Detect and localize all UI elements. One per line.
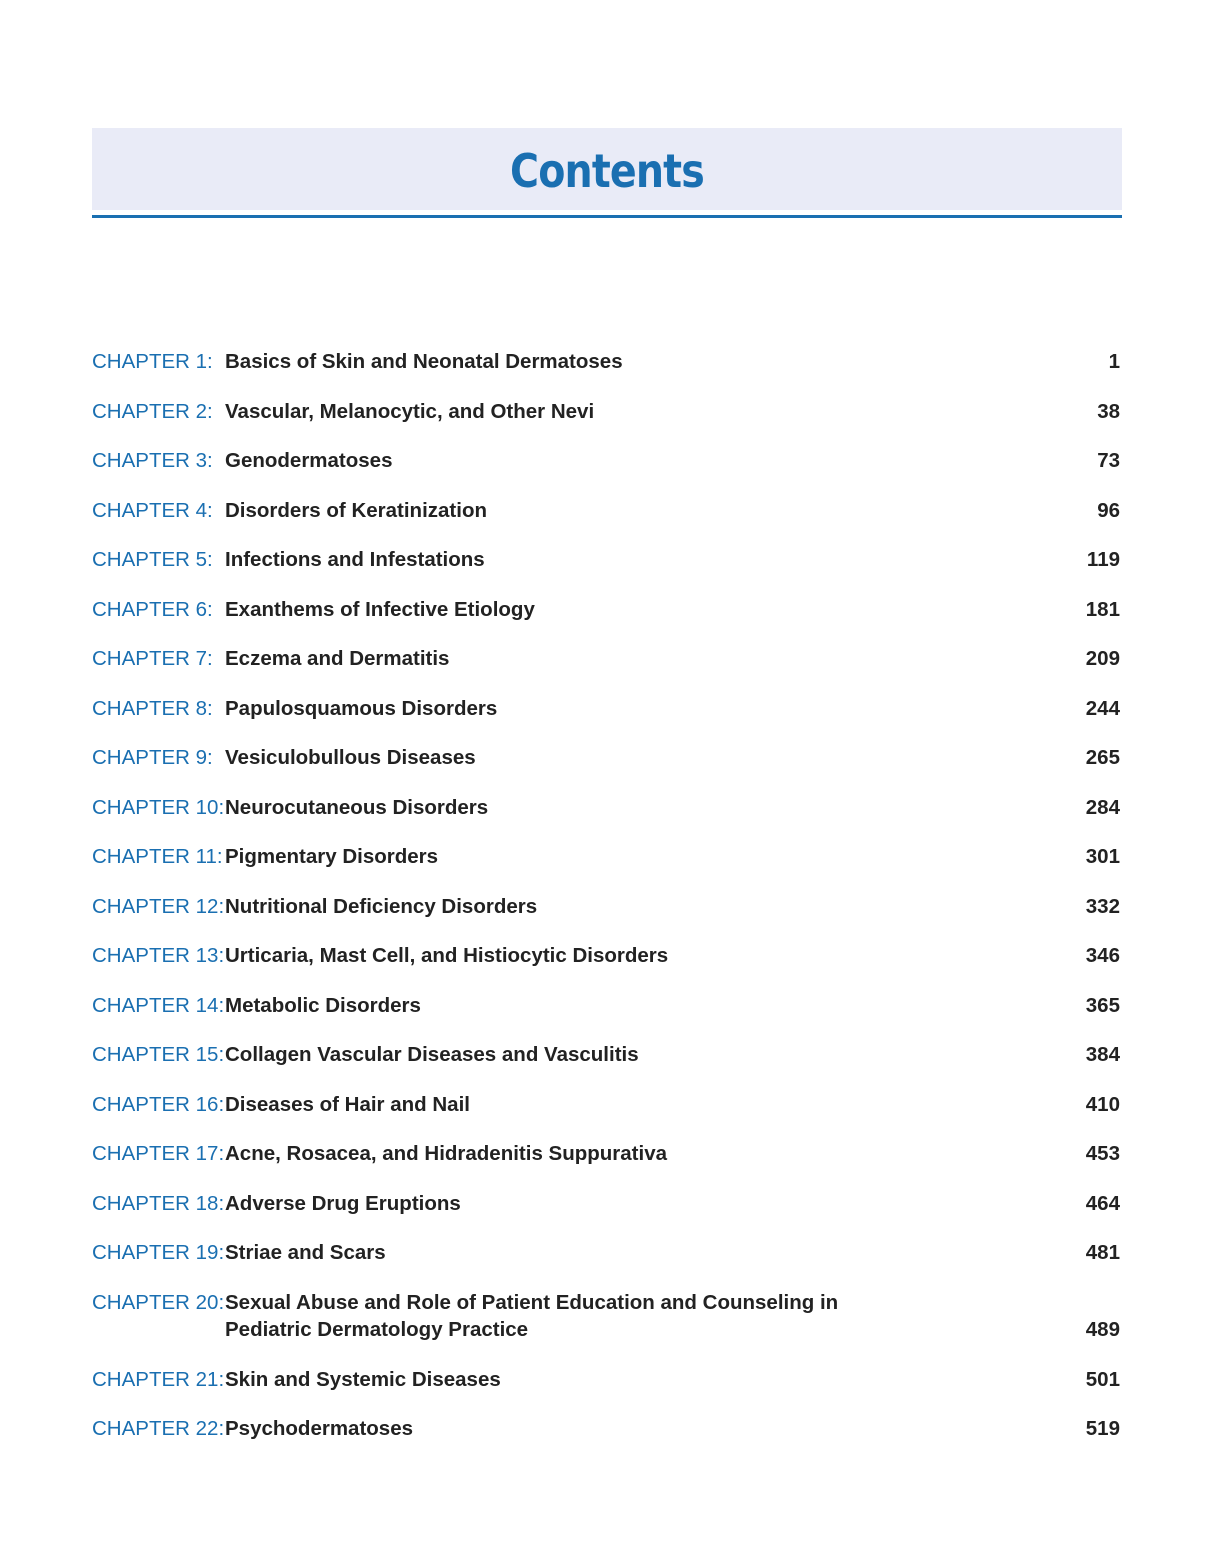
chapter-label: CHAPTER 8: (92, 696, 213, 720)
chapter-label: CHAPTER 16: (92, 1092, 225, 1116)
page-title: Contents (510, 144, 704, 198)
toc-entry[interactable] (92, 843, 1120, 893)
chapter-title[interactable]: Psychodermatoses (225, 1417, 414, 1440)
chapter-label: CHAPTER 4: (92, 498, 213, 522)
toc-entry[interactable] (92, 893, 1120, 943)
chapter-page-number: 464 (1085, 1191, 1120, 1215)
toc-entry[interactable] (92, 794, 1120, 844)
chapter-page-number: 1 (1108, 350, 1120, 373)
chapter-page-number: 489 (1085, 1317, 1120, 1341)
toc-entry[interactable] (92, 1041, 1120, 1091)
chapter-label: CHAPTER 3: (92, 449, 213, 472)
chapter-page-number: 501 (1085, 1367, 1120, 1391)
chapter-label: CHAPTER 6: (92, 597, 213, 621)
chapter-page-number: 181 (1085, 597, 1120, 621)
chapter-page-number: 346 (1085, 944, 1120, 967)
chapter-title[interactable]: Infections and Infestations (225, 548, 485, 571)
chapter-page-number: 119 (1086, 548, 1120, 571)
chapter-title[interactable]: Skin and Systemic Diseases (225, 1367, 501, 1391)
chapter-page-number: 301 (1085, 845, 1120, 868)
chapter-page-number: 365 (1085, 993, 1120, 1017)
chapter-page-number: 244 (1085, 696, 1120, 720)
chapter-page-number: 38 (1097, 399, 1120, 423)
chapter-page-number: 332 (1085, 894, 1120, 918)
chapter-label: CHAPTER 18: (92, 1191, 225, 1215)
chapter-title[interactable]: Sexual Abuse and Role of Patient Education and Counseling in Pediatric Dermatology Practice (225, 1290, 839, 1341)
toc-entry[interactable] (92, 695, 1120, 745)
chapter-label: CHAPTER 20: (92, 1290, 225, 1314)
chapter-page-number: 265 (1085, 746, 1120, 769)
chapter-title[interactable]: Adverse Drug Eruptions (225, 1191, 461, 1215)
chapter-label: CHAPTER 15: (92, 1043, 225, 1066)
chapter-page-number: 519 (1085, 1417, 1120, 1440)
toc-entry[interactable] (92, 497, 1120, 547)
chapter-page-number: 73 (1097, 449, 1120, 472)
chapter-page-number: 284 (1085, 795, 1120, 819)
chapter-label: CHAPTER 14: (92, 993, 225, 1017)
toc-entry[interactable] (92, 348, 1120, 398)
toc-entry[interactable] (92, 546, 1120, 596)
chapter-page-number: 384 (1085, 1043, 1120, 1066)
chapter-label: CHAPTER 10: (92, 795, 225, 819)
header-divider (92, 215, 1122, 218)
chapter-label: CHAPTER 7: (92, 647, 213, 670)
toc-entry[interactable] (92, 1289, 1120, 1366)
chapter-page-number: 209 (1085, 647, 1120, 670)
chapter-label: CHAPTER 19: (92, 1241, 225, 1264)
toc-entry[interactable] (92, 1239, 1120, 1289)
chapter-title[interactable]: Disorders of Keratinization (225, 498, 487, 522)
chapter-label: CHAPTER 12: (92, 894, 225, 918)
chapter-title[interactable]: Exanthems of Infective Etiology (225, 597, 535, 621)
chapter-title[interactable]: Striae and Scars (225, 1241, 386, 1264)
chapter-page-number: 481 (1085, 1241, 1120, 1264)
chapter-label: CHAPTER 17: (92, 1142, 225, 1165)
toc-entry[interactable] (92, 1415, 1120, 1465)
chapter-title[interactable]: Basics of Skin and Neonatal Dermatoses (225, 350, 623, 373)
chapter-label: CHAPTER 22: (92, 1417, 225, 1440)
chapter-title[interactable]: Diseases of Hair and Nail (225, 1092, 470, 1116)
chapter-title[interactable]: Pigmentary Disorders (225, 845, 439, 868)
chapter-page-number: 410 (1085, 1092, 1120, 1116)
chapter-label: CHAPTER 11: (92, 845, 223, 868)
chapter-label: CHAPTER 13: (92, 944, 225, 967)
toc-entry[interactable] (92, 1091, 1120, 1141)
toc-entry[interactable] (92, 744, 1120, 794)
chapter-label: CHAPTER 9: (92, 746, 213, 769)
chapter-label: CHAPTER 2: (92, 399, 213, 423)
chapter-title[interactable]: Vascular, Melanocytic, and Other Nevi (225, 399, 595, 423)
toc-entry[interactable] (92, 645, 1120, 695)
chapter-label: CHAPTER 5: (92, 548, 213, 571)
chapter-label: CHAPTER 21: (92, 1367, 225, 1391)
chapter-title[interactable]: Nutritional Deficiency Disorders (225, 894, 538, 918)
toc-entry[interactable] (92, 942, 1120, 992)
toc-entry[interactable] (92, 1190, 1120, 1240)
chapter-title[interactable]: Metabolic Disorders (225, 993, 421, 1017)
chapter-title[interactable]: Collagen Vascular Diseases and Vasculitis (225, 1043, 639, 1066)
toc-entry[interactable] (92, 398, 1120, 448)
chapter-title[interactable]: Papulosquamous Disorders (225, 696, 498, 720)
chapter-title[interactable]: Genodermatoses (225, 449, 393, 472)
chapter-label: CHAPTER 1: (92, 350, 213, 373)
table-of-contents (92, 348, 1120, 1465)
chapter-page-number: 96 (1097, 498, 1120, 522)
toc-entry[interactable] (92, 1366, 1120, 1416)
chapter-page-number: 453 (1085, 1142, 1120, 1165)
toc-entry[interactable] (92, 596, 1120, 646)
chapter-title[interactable]: Eczema and Dermatitis (225, 647, 450, 670)
chapter-title[interactable]: Urticaria, Mast Cell, and Histiocytic Disorders (225, 944, 669, 967)
chapter-title[interactable]: Acne, Rosacea, and Hidradenitis Suppurativa (225, 1142, 668, 1165)
toc-entry[interactable] (92, 1140, 1120, 1190)
chapter-title[interactable]: Neurocutaneous Disorders (225, 795, 489, 819)
toc-entry[interactable] (92, 992, 1120, 1042)
chapter-title[interactable]: Vesiculobullous Diseases (225, 746, 476, 769)
toc-entry[interactable] (92, 447, 1120, 497)
